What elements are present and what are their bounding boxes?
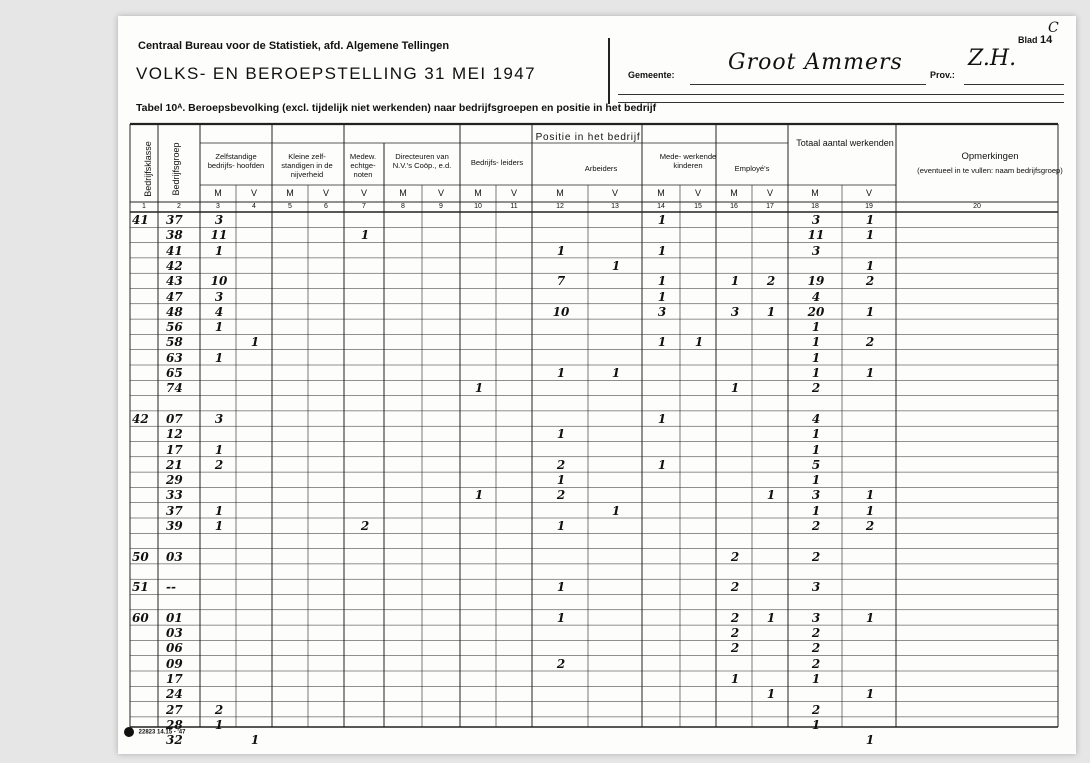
cell-value: 1 — [556, 519, 566, 533]
cell-value: 1 — [766, 610, 776, 625]
cell-value: 2 — [811, 626, 821, 641]
cell-value: 1 — [611, 258, 621, 273]
mv-label: M — [286, 188, 294, 198]
cell-value: 1 — [657, 411, 667, 426]
mv-label: V — [766, 188, 773, 198]
cell-value: 1 — [865, 213, 875, 227]
cell-value: 1 — [811, 442, 821, 457]
cell-value: 1 — [360, 228, 370, 243]
column-number: 12 — [556, 203, 564, 210]
mv-label: M — [214, 188, 222, 198]
cell-value: 1 — [657, 335, 667, 350]
cell-value: 3 — [214, 411, 224, 426]
cell-value: 3 — [811, 213, 821, 227]
bedrijfsklasse-header: Bedrijfsklasse — [143, 141, 153, 197]
group-header-directeuren: Directeuren van N.V.'s Coöp., e.d. — [392, 152, 452, 170]
bedrijfsgroep-value: 39 — [166, 519, 183, 533]
cell-value: 2 — [730, 641, 740, 656]
column-number: 18 — [811, 203, 819, 210]
cell-value: 2 — [730, 580, 740, 595]
column-number: 8 — [401, 203, 405, 210]
column-number: 1 — [142, 203, 146, 210]
cell-value: 1 — [657, 457, 667, 472]
bedrijfsklasse-value: 42 — [132, 411, 149, 426]
cell-value: 10 — [210, 274, 228, 289]
bedrijfsklasse-value: 50 — [132, 549, 149, 564]
bedrijfsgroep-value: 65 — [166, 366, 183, 380]
cell-value: 2 — [766, 274, 776, 289]
cell-value: 3 — [214, 213, 224, 227]
cell-value: 2 — [556, 457, 566, 472]
bedrijfsklasse-value: 60 — [132, 610, 149, 625]
bedrijfsgroep-value: 43 — [166, 274, 183, 289]
mv-label: M — [730, 188, 738, 198]
cell-value: 1 — [865, 610, 875, 625]
column-number: 15 — [694, 203, 702, 210]
cell-value: 1 — [556, 610, 566, 625]
cell-value: 1 — [611, 366, 621, 380]
cell-value: 1 — [214, 350, 224, 365]
mv-label: V — [360, 188, 367, 198]
cell-value: 1 — [766, 488, 776, 503]
mv-label: V — [250, 188, 257, 198]
cell-value: 1 — [811, 672, 821, 686]
bedrijfsgroep-value: 17 — [166, 442, 183, 457]
mv-label: V — [322, 188, 329, 198]
cell-value: 1 — [214, 503, 224, 518]
printer-stamp-icon — [124, 727, 134, 737]
positie-header: Positie in het bedrijf — [535, 132, 641, 143]
bedrijfsgroep-value: 03 — [166, 626, 183, 641]
opmerkingen-subheader: (eventueel in te vullen: naam bedrijfsgroep) — [917, 166, 1063, 175]
cell-value: 1 — [556, 243, 566, 258]
mv-label: M — [556, 188, 564, 198]
organization-name: Centraal Bureau voor de Statistiek, afd. Algemene Tellingen — [138, 40, 450, 52]
cell-value: 1 — [730, 672, 740, 686]
mv-label: V — [510, 188, 517, 198]
mv-label: M — [399, 188, 407, 198]
cell-value: 1 — [811, 503, 821, 518]
group-header-kleine-zelfstandigen: Kleine zelf- standigen in de nijverheid — [281, 152, 333, 179]
group-header-medewerkende-kinderen: Mede- werkende kinderen — [659, 152, 717, 170]
bedrijfsklasse-value: 41 — [132, 213, 149, 227]
cell-value: 4 — [811, 289, 821, 304]
cell-value: 1 — [766, 304, 776, 319]
group-header-arbeiders: Arbeiders — [584, 164, 618, 173]
cell-value: 11 — [210, 228, 228, 243]
group-header-employes: Employé's — [734, 164, 770, 173]
bedrijfsgroep-value: 37 — [166, 503, 183, 518]
bedrijfsgroep-value: 03 — [166, 549, 183, 564]
cell-value: 19 — [807, 274, 825, 289]
bedrijfsgroep-value: 37 — [166, 213, 183, 227]
cell-value: 2 — [811, 549, 821, 564]
form-title: VOLKS- EN BEROEPSTELLING 31 MEI 1947 — [136, 64, 536, 83]
column-number: 11 — [510, 203, 518, 210]
cell-value: 1 — [865, 687, 875, 702]
cell-value: 1 — [657, 274, 667, 289]
column-number: 10 — [474, 203, 482, 210]
bedrijfsgroep-value: 12 — [166, 427, 183, 442]
bedrijfsgroep-value: 29 — [166, 473, 183, 488]
cell-value: 1 — [811, 320, 821, 335]
cell-value: 1 — [811, 366, 821, 380]
bedrijfsgroep-value: 47 — [166, 289, 183, 304]
cell-value: 2 — [811, 381, 821, 396]
bedrijfsgroep-value: 63 — [166, 350, 183, 365]
cell-value: 1 — [214, 243, 224, 258]
gemeente-label: Gemeente: — [628, 70, 675, 80]
blad-suffix: C — [1048, 20, 1059, 36]
cell-value: 1 — [556, 580, 566, 595]
cell-value: 4 — [214, 304, 224, 319]
cell-value: 2 — [730, 549, 740, 564]
column-number: 3 — [216, 203, 220, 210]
column-number: 14 — [657, 203, 665, 210]
opmerkingen-header: Opmerkingen — [961, 151, 1019, 162]
mv-label: V — [437, 188, 444, 198]
cell-value: 1 — [811, 350, 821, 365]
column-number: 5 — [288, 203, 292, 210]
cell-value: 1 — [250, 335, 260, 350]
column-number: 4 — [252, 203, 256, 210]
prov-value: Z.H. — [968, 46, 1017, 71]
cell-value: 2 — [214, 702, 224, 717]
cell-value: 1 — [556, 427, 566, 442]
cell-value: 1 — [730, 274, 740, 289]
column-number: 7 — [362, 203, 366, 210]
cell-value: 1 — [657, 213, 667, 227]
cell-value: 1 — [250, 733, 260, 748]
cell-value: 2 — [865, 274, 875, 289]
cell-value: 1 — [865, 366, 875, 380]
cell-value: 3 — [214, 289, 224, 304]
bedrijfsgroep-value: 33 — [166, 488, 183, 503]
cell-value: 2 — [360, 519, 370, 533]
cell-value: 1 — [214, 320, 224, 335]
cell-value: 1 — [811, 335, 821, 350]
group-header-zelfstandige: Zelfstandige bedrijfs- hoofden — [207, 152, 265, 170]
bedrijfsgroep-value: -- — [166, 580, 176, 595]
bedrijfsgroep-value: 42 — [166, 258, 183, 273]
bedrijfsgroep-value: 56 — [166, 320, 183, 335]
cell-value: 11 — [807, 228, 825, 243]
bedrijfsgroep-value: 27 — [166, 702, 183, 717]
cell-value: 1 — [556, 473, 566, 488]
gemeente-value: Groot Ammers — [728, 50, 903, 75]
cell-value: 4 — [811, 411, 821, 426]
bedrijfsgroep-value: 38 — [166, 228, 183, 243]
bedrijfsgroep-value: 28 — [166, 717, 183, 732]
cell-value: 1 — [865, 304, 875, 319]
bedrijfsgroep-value: 09 — [166, 656, 183, 671]
cell-value: 1 — [865, 228, 875, 243]
cell-value: 1 — [865, 258, 875, 273]
bedrijfsgroep-value: 41 — [166, 243, 183, 258]
cell-value: 7 — [556, 274, 566, 289]
mv-label: M — [474, 188, 482, 198]
bedrijfsgroep-value: 58 — [166, 335, 183, 350]
cell-value: 1 — [865, 733, 875, 748]
cell-value: 1 — [766, 687, 776, 702]
cell-value: 1 — [694, 335, 704, 350]
mv-label: V — [865, 188, 872, 198]
bedrijfsgroep-value: 17 — [166, 672, 183, 686]
mv-label: M — [657, 188, 665, 198]
group-header-medew-echtgenoten: Medew. echtge- noten — [349, 152, 377, 179]
bedrijfsgroep-value: 01 — [166, 610, 183, 625]
footer-text: 22823 14.15 - '47 — [138, 729, 186, 736]
column-number: 17 — [766, 203, 774, 210]
bedrijfsgroep-header: Bedrijfsgroep — [171, 142, 181, 196]
cell-value: 1 — [474, 488, 484, 503]
cell-value: 1 — [556, 366, 566, 380]
census-form-sheet — [118, 16, 1076, 754]
cell-value: 3 — [811, 610, 821, 625]
cell-value: 2 — [811, 702, 821, 717]
mv-label: V — [694, 188, 701, 198]
column-number: 9 — [439, 203, 443, 210]
column-number: 6 — [324, 203, 328, 210]
cell-value: 1 — [214, 519, 224, 533]
cell-value: 3 — [811, 580, 821, 595]
bedrijfsgroep-value: 32 — [166, 733, 183, 748]
bedrijfsklasse-value: 51 — [132, 580, 149, 595]
blad-label: Blad — [1018, 35, 1038, 45]
column-number: 13 — [611, 203, 619, 210]
group-header-bedrijfsleiders: Bedrijfs- leiders — [470, 158, 524, 167]
mv-label: V — [611, 188, 618, 198]
cell-value: 1 — [611, 503, 621, 518]
cell-value: 20 — [807, 304, 825, 319]
bedrijfsgroep-value: 74 — [166, 381, 183, 396]
cell-value: 2 — [730, 626, 740, 641]
cell-value: 3 — [811, 243, 821, 258]
column-number: 19 — [865, 203, 873, 210]
cell-value: 1 — [657, 243, 667, 258]
cell-value: 1 — [811, 427, 821, 442]
cell-value: 1 — [214, 442, 224, 457]
cell-value: 3 — [730, 304, 740, 319]
bedrijfsgroep-value: 48 — [166, 304, 183, 319]
bedrijfsgroep-value: 21 — [166, 457, 183, 472]
cell-value: 2 — [556, 488, 566, 503]
cell-value: 1 — [865, 488, 875, 503]
cell-value: 1 — [657, 289, 667, 304]
column-number: 20 — [973, 203, 981, 210]
cell-value: 5 — [811, 457, 821, 472]
cell-value: 2 — [556, 656, 566, 671]
bedrijfsgroep-value: 24 — [166, 687, 183, 702]
cell-value: 2 — [730, 610, 740, 625]
bedrijfsgroep-value: 07 — [166, 411, 183, 426]
cell-value: 2 — [865, 519, 875, 533]
footer — [124, 727, 185, 737]
cell-value: 3 — [657, 304, 667, 319]
cell-value: 2 — [214, 457, 224, 472]
cell-value: 1 — [811, 717, 821, 732]
cell-value: 2 — [811, 519, 821, 533]
column-number: 16 — [730, 203, 738, 210]
mv-label: M — [811, 188, 819, 198]
column-number: 2 — [177, 203, 181, 210]
cell-value: 2 — [811, 656, 821, 671]
cell-value: 2 — [865, 335, 875, 350]
cell-value: 1 — [730, 381, 740, 396]
totaal-header: Totaal aantal werkenden — [796, 138, 894, 148]
bedrijfsgroep-value: 06 — [166, 641, 183, 656]
cell-value: 1 — [865, 503, 875, 518]
prov-label: Prov.: — [930, 70, 955, 80]
cell-value: 10 — [552, 304, 570, 319]
cell-value: 1 — [811, 473, 821, 488]
cell-value: 1 — [474, 381, 484, 396]
census-table-grid — [118, 16, 1076, 754]
table-title: Tabel 10ᴬ. Beroepsbevolking (excl. tijdelijk niet werkenden) naar bedrijfsgroepen en positie in het bedrijf — [136, 102, 657, 114]
cell-value: 1 — [214, 717, 224, 732]
blad-number: 14 — [1040, 34, 1053, 46]
cell-value: 3 — [811, 488, 821, 503]
cell-value: 2 — [811, 641, 821, 656]
